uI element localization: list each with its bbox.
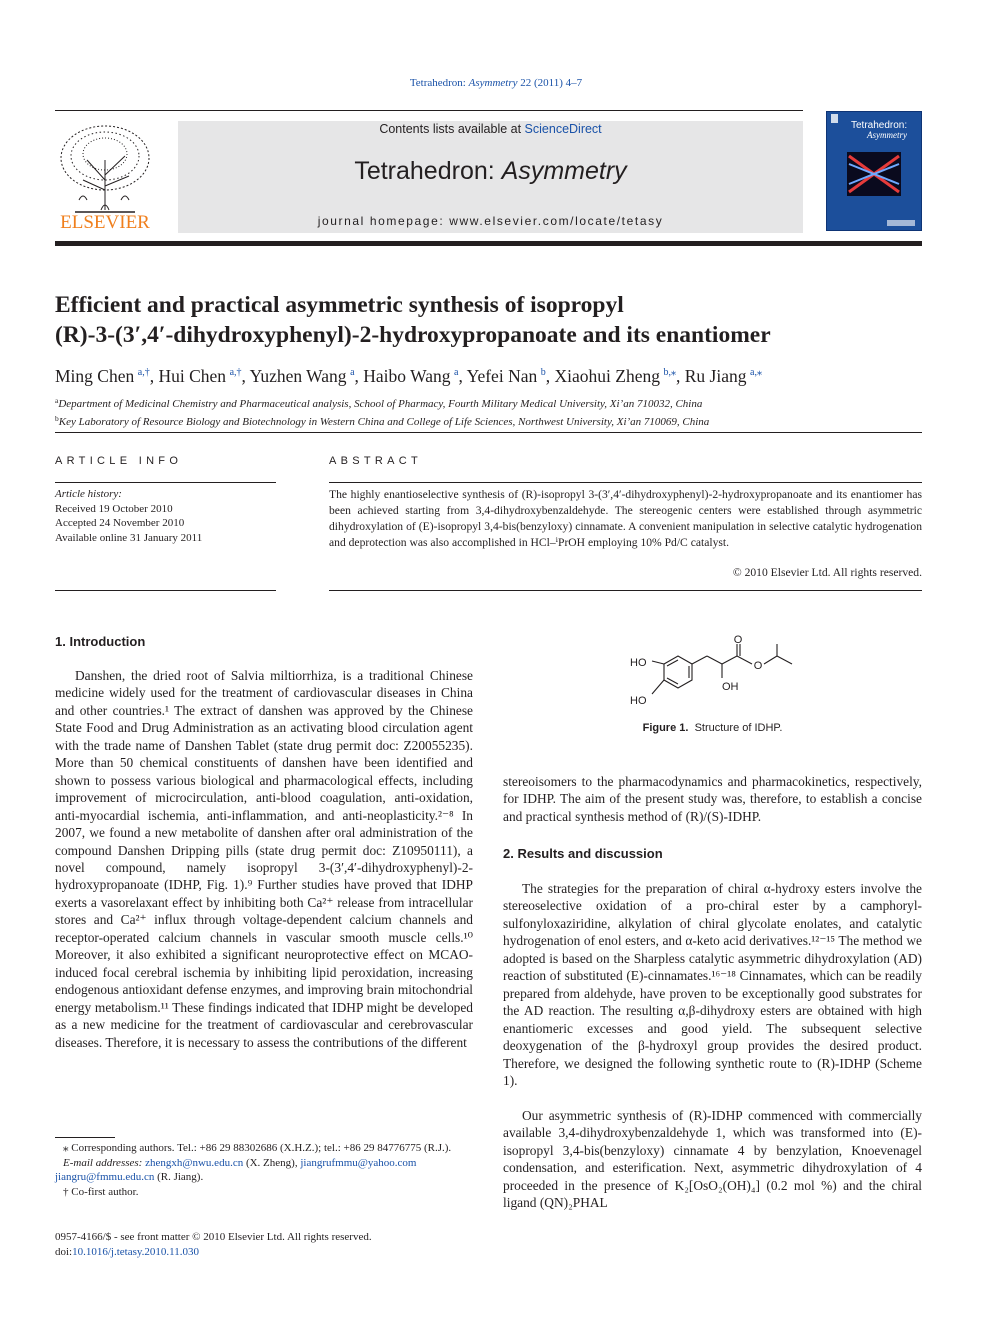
svg-text:OH: OH xyxy=(722,681,739,693)
divider xyxy=(55,482,276,483)
journal-name: Tetrahedron: Asymmetry xyxy=(354,157,627,185)
author-affiliation-mark[interactable]: a,† xyxy=(137,367,150,378)
footnote-rule xyxy=(55,1137,115,1138)
divider xyxy=(329,482,922,483)
contents-line: Contents lists available at ScienceDirect xyxy=(379,122,602,136)
svg-text:O: O xyxy=(753,660,763,672)
results-paragraph-2: Our asymmetric synthesis of (R)-IDHP commenced with commercially available 3,4-dihydroxybenzaldehyde 1, which was transformed into (E)-isopropyl 3,4-bis(benzyloxy) cinnamate 4 by benzylation, Knoevenagel condensation, and esterification. Next, asymmetric dihydroxylation of 4 proceeded in the presence of K₂[OsO₂(OH)₄] (0.2 mol %) and the chiral ligand (QN)₂PHAL xyxy=(503,1108,922,1211)
affiliation-b: $^b$Key Laboratory of Resource Biology and Biotechnology in Western China and College of Life Sciences, Northwest University, Xi’an 710069, China xyxy=(55,413,710,428)
co-first-author-note: † Co-first author. xyxy=(63,1185,139,1198)
doi-line: doi:10.1016/j.tetasy.2010.11.030 xyxy=(55,1245,200,1258)
author-list: Ming Chen $^{a,\dagger}$, Hui Chen $^{a,\dagger}$, Yuzhen Wang $^a$, Haibo Wang $^a$, Yefei Nan $^b$, Xiaohui Zheng $^{b,⁎}$, Ru Jiang $^{a,⁎}$ xyxy=(55,366,762,386)
section-heading-results: 2. Results and discussion xyxy=(503,846,663,861)
email-link[interactable]: zhengxh@nwu.edu.cn xyxy=(145,1156,244,1169)
section-heading-introduction: 1. Introduction xyxy=(55,634,146,649)
journal-cover-image[interactable] xyxy=(826,111,922,231)
figure-caption: Figure 1. Structure of IDHP. xyxy=(642,722,783,734)
sciencedirect-link[interactable]: ScienceDirect xyxy=(524,122,602,136)
affiliations xyxy=(55,394,922,429)
results-paragraph-1: The strategies for the preparation of chiral α-hydroxy esters involve the stereoselective oxidation of a pro-chiral ester by a camphoryl-sulfonyloxaziridine, alkylation of chiral glycolate enolates, and catalytic hydrogenation of enol esters, and α-keto acid derivatives.¹²⁻¹⁵ The method we adopted is based on the Sharpless catalytic asymmetric dihydroxylation (AD) reaction of substituted (E)-cinnamates.¹⁶⁻¹⁸ Cinnamates, which can be readily prepared from aldehyde, have proven to be exceptionally good substrates for the AD reaction. The resulting α,β-dihydroxy esters are obtained with high enantiomeric excesses and good yield. The subsequent selective deoxygenation of the β-hydroxyl group provides the desired product. Therefore, we designed the following synthetic route to (R)-IDHP (Scheme 1). xyxy=(503,881,922,1088)
svg-text:HO: HO xyxy=(630,657,647,669)
author-name: Hui Chen xyxy=(158,366,227,386)
elsevier-tree-icon xyxy=(55,120,155,232)
article-info-heading: ARTICLE INFO xyxy=(55,455,183,467)
author-name: Haibo Wang xyxy=(363,366,451,386)
divider xyxy=(55,432,922,433)
history-online: Available online 31 January 2011 xyxy=(55,531,203,544)
author-name: Ming Chen xyxy=(55,366,135,386)
author-affiliation-mark[interactable]: a xyxy=(454,367,459,378)
author-name: Yuzhen Wang xyxy=(249,366,347,386)
email-note-cont: jiangru@fmmu.edu.cn (R. Jiang). xyxy=(55,1171,204,1184)
author-affiliation-mark[interactable]: b,⁎ xyxy=(663,367,676,378)
author-name: Yefei Nan xyxy=(466,366,538,386)
author-affiliation-mark[interactable]: a xyxy=(350,367,355,378)
cover-art-icon xyxy=(827,112,921,230)
svg-text:ELSEVIER: ELSEVIER xyxy=(60,212,150,232)
author-affiliation-mark[interactable]: a,† xyxy=(229,367,242,378)
article-title: Efficient and practical asymmetric synthesis of isopropyl (R)-3-(3′,4′-dihydroxyphenyl)-2-hydroxypropanoate and its enantiomer xyxy=(55,292,771,348)
header-thick-rule xyxy=(55,241,922,246)
author-name: Xiaohui Zheng xyxy=(554,366,660,386)
history-received: Received 19 October 2010 xyxy=(55,502,173,515)
figure-1-structure[interactable] xyxy=(612,632,822,714)
email-link[interactable]: jiangrufmmu@yahoo.com xyxy=(300,1156,417,1169)
svg-text:O: O xyxy=(733,634,743,646)
svg-text:Tetrahedron:: Tetrahedron: xyxy=(851,120,908,131)
journal-citation[interactable]: Tetrahedron: Asymmetry 22 (2011) 4–7 xyxy=(409,77,583,89)
journal-header-box xyxy=(178,121,803,233)
divider xyxy=(55,590,276,591)
divider xyxy=(329,590,922,591)
header-rule xyxy=(55,110,803,111)
svg-text:HO: HO xyxy=(630,695,647,707)
article-history: Article history: Received 19 October 2010 Accepted 24 November 2010 Available online 31 January 2011 xyxy=(55,487,276,545)
email-link[interactable]: jiangru@fmmu.edu.cn xyxy=(55,1171,155,1184)
introduction-continuation: stereoisomers to the pharmacodynamics and pharmacokinetics, respectively, for IDHP. The aim of the present study was, therefore, to establish a concise and practical synthesis method of (R)/(S)-IDHP. xyxy=(503,774,922,824)
issn-line: 0957-4166/$ - see front matter © 2010 Elsevier Ltd. All rights reserved. xyxy=(55,1231,372,1243)
email-note: E-mail addresses: zhengxh@nwu.edu.cn (X. Zheng), jiangrufmmu@yahoo.com xyxy=(63,1156,417,1169)
elsevier-logo[interactable] xyxy=(55,120,155,232)
corresponding-author-note: ⁎ Corresponding authors. Tel.: +86 29 88302686 (X.H.Z.); tel.: +86 29 84776775 (R.J.). xyxy=(63,1142,452,1154)
publication-info xyxy=(55,1230,473,1259)
abstract-text: The highly enantioselective synthesis of (R)-isopropyl 3-(3′,4′-dihydroxyphenyl)-2-hydroxypropanoate and its enantiomer has been achieved starting from 3,4-dihydroxybenzaldehyde. The stereogenic centers were established through asymmetric dihydroxylation of (E)-isopropyl 3,4-bis(benzyloxy) cinnamate. A convenient manipulation in selective catalytic hydrogenation and deprotection was also accomplished in HCl–ⁱPrOH employing 10% Pd/C catalyst. xyxy=(329,488,922,549)
abstract-heading: ABSTRACT xyxy=(329,455,423,467)
idhp-structure-icon xyxy=(612,632,822,714)
copyright-notice: © 2010 Elsevier Ltd. All rights reserved. xyxy=(732,566,922,579)
author-name: Ru Jiang xyxy=(684,366,747,386)
history-accepted: Accepted 24 November 2010 xyxy=(55,517,185,529)
journal-homepage[interactable]: journal homepage: www.elsevier.com/locate/tetasy xyxy=(317,214,664,228)
introduction-text: Danshen, the dried root of Salvia miltiorrhiza, is a traditional Chinese medicine widely used for the treatment of cardiovascular diseases in China and other countries.¹ The extract of danshen was approved by the Chinese State Food and Drug Administration as an activating blood circulation agent with the trade name of Danshen Tablet (state drug permit doc: Z20055235). More than 50 chemical constituents of danshen have been identified and shown to possess various biological and pharmacological effects, including improvement of microcirculation, anti-blood coagulation, anti-oxidation, anti-myocardial ischemia, anti-inflammation, and anti-neoplasticity.²⁻⁸ In 2007, we found a new metabolite of danshen after oral administration of the compound Danshen Dripping pills (state drug permit doc: Z10950111), a novel compound, namely isopropyl 3-(3′,4′-dihydroxyphenyl)-2-hydroxypropanoate (IDHP, Fig. 1).⁹ Further studies have proved that IDHP exerts a vasorelaxant effect by inhibiting both Ca²⁺ release from intracellular stores and Ca²⁺ influx through voltage-dependent calcium channels and receptor-operated calcium channels in vascular smooth muscle cells.¹⁰ Moreover, it also exhibited a significant neuroprotective effect on MCAO-induced focal cerebral ischemia by inhibiting lipid peroxidation, increasing endogenous antioxidant defense enzymes, and improving brain mitochondrial energy metabolism.¹¹ These findings indicated that IDHP might be developed as a new medicine for the treatment of cardiovascular and cerebrovascular diseases. Therefore, it is necessary to assess the contributions of the different xyxy=(55,668,473,1050)
affiliation-a: $^a$Department of Medicinal Chemistry and Pharmaceutical analysis, School of Pharmacy, Fourth Military Medical University, Xi’an 710032, China xyxy=(55,396,703,410)
author-affiliation-mark[interactable]: a,⁎ xyxy=(750,367,762,378)
footnotes xyxy=(55,1141,473,1199)
author-affiliation-mark[interactable]: b xyxy=(540,367,546,378)
svg-text:Asymmetry: Asymmetry xyxy=(867,130,907,140)
doi-link[interactable]: 10.1016/j.tetasy.2010.11.030 xyxy=(72,1245,200,1258)
